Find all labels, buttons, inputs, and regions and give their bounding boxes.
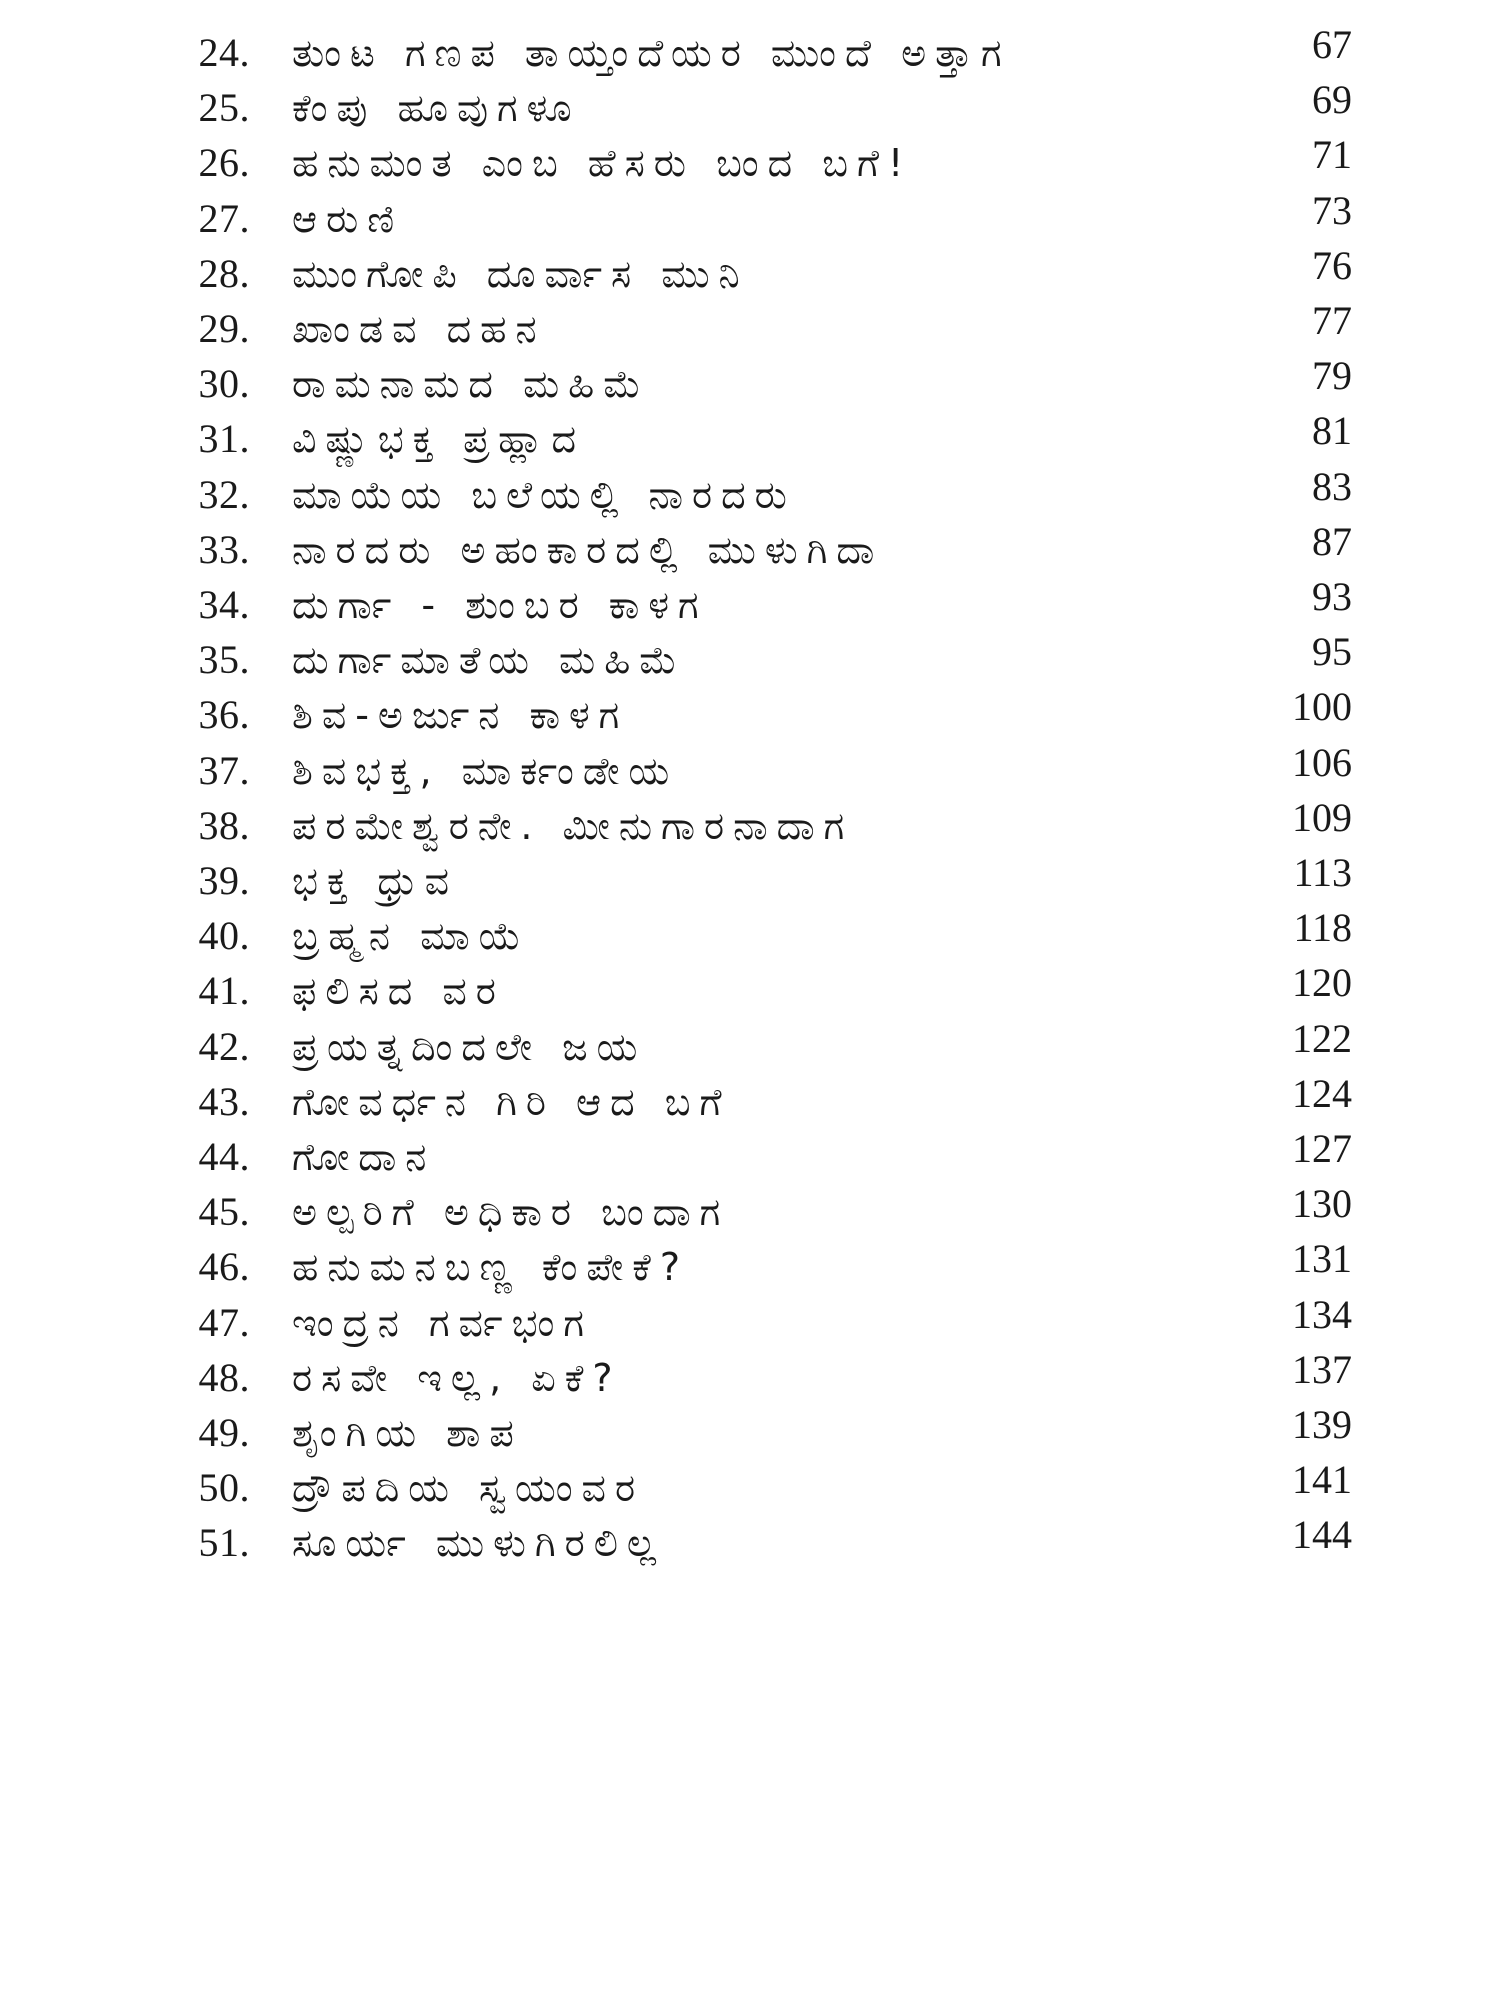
entry-number: 31.	[198, 416, 250, 462]
entry-title: ಪರಮೇಶ್ವರನೇ. ಮೀನುಗಾರನಾದಾಗ	[292, 803, 854, 848]
entry-title: ಖಾಂಡವ ದಹನ	[292, 307, 546, 351]
entry-title: ಹನುಮನಬಣ್ಣ ಕೆಂಪೇಕೆ?	[292, 1245, 689, 1290]
entry-number: 42.	[198, 1023, 250, 1069]
entry-page-number: 79	[1312, 353, 1352, 399]
entry-page-number: 67	[1312, 22, 1352, 67]
entry-title: ರಸವೇ ಇಲ್ಲ, ಏಕೆ?	[292, 1355, 622, 1400]
entry-page-number: 71	[1312, 132, 1352, 178]
entry-title: ಶಿವ-ಅರ್ಜುನ ಕಾಳಗ	[292, 693, 629, 738]
entry-number: 35.	[198, 637, 250, 683]
entry-page-number: 122	[1292, 1015, 1352, 1061]
entry-number: 27.	[198, 195, 250, 241]
entry-title: ಅಲ್ಪರಿಗೆ ಅಧಿಕಾರ ಬಂದಾಗ	[292, 1190, 730, 1235]
entry-page-number: 137	[1292, 1346, 1352, 1392]
entry-page-number: 76	[1312, 242, 1352, 288]
entry-page-number: 73	[1312, 187, 1352, 233]
entry-page-number: 83	[1312, 463, 1352, 509]
entry-title: ಗೋದಾನ	[292, 1135, 436, 1179]
entry-page-number: 95	[1312, 629, 1352, 675]
entry-page-number: 109	[1292, 794, 1352, 840]
entry-number: 45.	[198, 1189, 250, 1235]
entry-title: ಮುಂಗೋಪಿ ದೂರ್ವಾಸ ಮುನಿ	[292, 251, 749, 296]
entry-page-number: 134	[1292, 1291, 1352, 1337]
entry-title: ಮಾಯೆಯ ಬಲೆಯಲ್ಲಿ ನಾರದರು	[292, 472, 796, 517]
entry-number: 39.	[198, 858, 250, 903]
entry-number: 47.	[198, 1299, 250, 1345]
entry-page-number: 113	[1293, 850, 1352, 895]
entry-number: 41.	[198, 968, 250, 1014]
entry-number: 36.	[198, 692, 250, 738]
entry-number: 32.	[198, 471, 250, 517]
entry-page-number: 69	[1312, 77, 1352, 123]
entry-number: 40.	[198, 913, 250, 959]
entry-number: 33.	[198, 526, 250, 572]
entry-number: 24.	[198, 30, 250, 75]
entry-title: ಹನುಮಂತ ಎಂಬ ಹೆಸರು ಬಂದ ಬಗೆ!	[292, 141, 913, 186]
entry-page-number: 124	[1292, 1070, 1352, 1116]
entry-number: 51.	[198, 1520, 250, 1566]
entry-page-number: 87	[1312, 518, 1352, 564]
entry-number: 25.	[198, 85, 250, 131]
entry-number: 30.	[198, 361, 250, 407]
entry-number: 37.	[198, 747, 250, 793]
entry-title: ಸೂರ್ಯ ಮುಳುಗಿರಲಿಲ್ಲ	[292, 1521, 666, 1566]
entry-page-number: 81	[1312, 408, 1352, 454]
entry-page-number: 77	[1312, 298, 1352, 343]
entry-title: ದುರ್ಗಾಮಾತೆಯ ಮಹಿಮೆ	[292, 638, 686, 683]
entry-title: ಪ್ರಯತ್ನದಿಂದಲೇ ಜಯ	[292, 1024, 647, 1069]
entry-number: 34.	[198, 582, 250, 627]
entry-page-number: 106	[1292, 739, 1352, 785]
entry-title: ಗೋವರ್ಧನ ಗಿರಿ ಆದ ಬಗೆ	[292, 1079, 731, 1124]
entry-title: ವಿಷ್ಣುಭಕ್ತ ಪ್ರಹ್ಲಾದ	[292, 417, 586, 462]
entry-number: 50.	[198, 1465, 250, 1511]
entry-title: ಬ್ರಹ್ಮನ ಮಾಯೆ	[292, 914, 530, 959]
entry-title: ಶೃಂಗಿಯ ಶಾಪ	[292, 1411, 523, 1455]
entry-number: 48.	[198, 1354, 250, 1400]
entry-title: ಭಕ್ತ ಧ್ರುವ	[292, 859, 459, 903]
entry-number: 46.	[198, 1244, 250, 1290]
entry-page-number: 93	[1312, 574, 1352, 619]
entry-number: 28.	[198, 250, 250, 296]
entry-number: 38.	[198, 802, 250, 848]
entry-page-number: 141	[1292, 1457, 1352, 1503]
entry-title: ಶಿವಭಕ್ತ, ಮಾರ್ಕಂಡೇಯ	[292, 748, 679, 793]
entry-page-number: 144	[1292, 1512, 1352, 1558]
toc-entry	[0, 1508, 1500, 1578]
entry-page-number: 120	[1292, 960, 1352, 1006]
entry-number: 44.	[198, 1134, 250, 1179]
entry-title: ಆರುಣಿ	[292, 196, 404, 241]
entry-title: ಕೆಂಪು ಹೂವುಗಳೂ	[292, 86, 581, 131]
entry-title: ರಾಮನಾಮದ ಮಹಿಮೆ	[292, 362, 650, 407]
entry-title: ಇಂದ್ರನ ಗರ್ವಭಂಗ	[292, 1300, 593, 1345]
entry-title: ದ್ರೌಪದಿಯ ಸ್ವಯಂವರ	[292, 1466, 645, 1511]
entry-page-number: 127	[1292, 1126, 1352, 1171]
entry-title: ದುರ್ಗಾ - ಶುಂಬರ ಕಾಳಗ	[292, 583, 708, 627]
entry-page-number: 130	[1292, 1181, 1352, 1227]
entry-number: 29.	[198, 306, 250, 351]
entry-title: ಫಲಿಸದ ವರ	[292, 969, 505, 1014]
entry-page-number: 139	[1292, 1402, 1352, 1447]
entry-number: 49.	[198, 1410, 250, 1455]
entry-page-number: 100	[1292, 684, 1352, 730]
entry-title: ನಾರದರು ಅಹಂಕಾರದಲ್ಲಿ ಮುಳುಗಿದಾ	[292, 527, 884, 572]
entry-number: 43.	[198, 1078, 250, 1124]
entry-page-number: 118	[1293, 905, 1352, 951]
entry-page-number: 131	[1292, 1236, 1352, 1282]
entry-number: 26.	[198, 140, 250, 186]
entry-title: ತುಂಟ ಗಣಪ ತಾಯ್ತಂದೆಯರ ಮುಂದೆ ಅತ್ತಾಗ	[292, 31, 1011, 75]
